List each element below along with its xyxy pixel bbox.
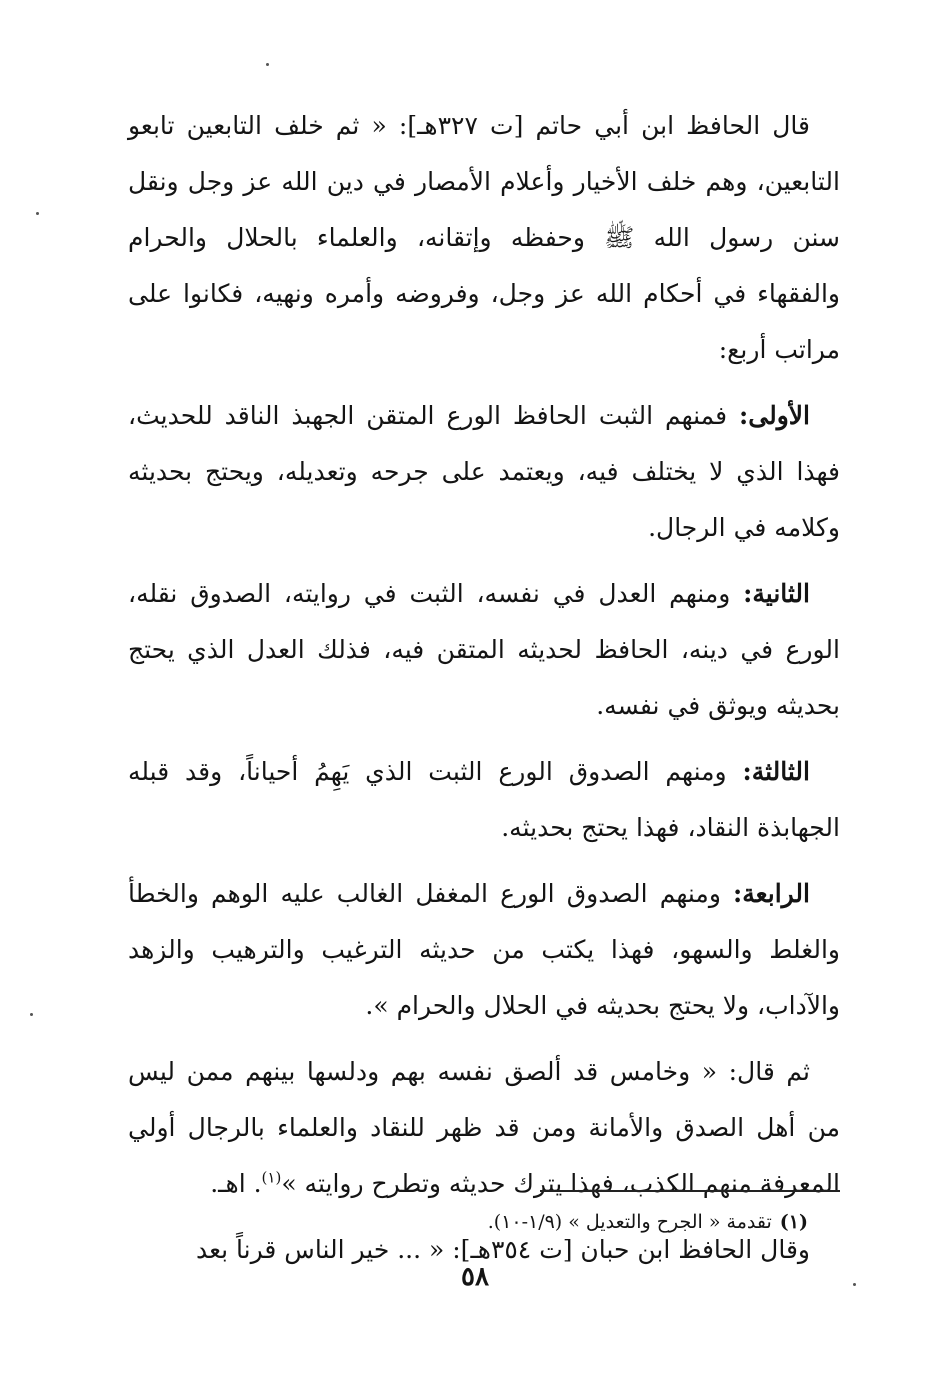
footnote-divider	[540, 1190, 840, 1192]
paragraph-text: ومنهم الصدوق الورع الثبت الذي يَهِمُ أحياناً، وقد قبله الجهابذة النقاد، فهذا يحتج بحديثه.	[128, 757, 840, 842]
paragraph-lead: الأولى:	[739, 401, 810, 430]
paragraph-text: قال الحافظ ابن أبي حاتم [ت ٣٢٧هـ]: « ثم خلف التابعين تابعو التابعين، وهم خلف الأخيار وأعلام الأمصار في دين الله عز وجل ونقل سنن رسول الله ﷺ وحفظه وإتقانه، والعلماء بالحلال والحرام والفقهاء في أحكام الله عز وجل، وفروضه وأمره ونهيه، فكانوا على مراتب أربع:	[128, 111, 840, 364]
footnote-reference[interactable]: (١)	[261, 1168, 282, 1187]
footnote	[128, 1204, 808, 1240]
scan-speck	[266, 63, 269, 66]
footnote-mark: (١)	[779, 1211, 808, 1233]
paragraph-lead: الرابعة:	[733, 879, 810, 908]
paragraph-text: ومنهم الصدوق الورع المغفل الغالب عليه الوهم والخطأ والغلط والسهو، فهذا يكتب من حديثه الترغيب والترهيب والزهد والآداب، ولا يحتج بحديثه في الحلال والحرام ».	[128, 879, 840, 1020]
paragraph-lead: الثانية:	[743, 579, 810, 608]
main-text	[128, 98, 840, 1288]
paragraph-tail: . اهـ.	[210, 1169, 262, 1198]
paragraph-text: فمنهم الثبت الحافظ الورع المتقن الجهبذ الناقد للحديث، فهذا الذي لا يختلف فيه، ويعتمد على جرحه وتعديله، ويحتج بحديثه وكلامه في الرجال.	[128, 401, 840, 542]
scan-speck	[30, 1013, 33, 1016]
paragraph-third-rank	[128, 744, 840, 856]
footnote-text: تقدمة « الجرح والتعديل » (١/٩-١٠).	[487, 1211, 772, 1233]
paragraph-fifth-category	[128, 1044, 840, 1212]
paragraph-intro	[128, 98, 840, 378]
paragraph-fourth-rank	[128, 866, 840, 1034]
paragraph-lead: الثالثة:	[742, 757, 810, 786]
page-number: ٥٨	[461, 1262, 489, 1292]
paragraph-text: ثم قال: « وخامس قد ألصق نفسه بهم ودلسها بينهم ممن ليس من أهل الصدق والأمانة ومن قد ظهر للنقاد والعلماء بالرجال أولي المعرفة منهم الكذب، فهذا يترك حديثه وتطرح روايته »	[128, 1057, 840, 1198]
paragraph-second-rank	[128, 566, 840, 734]
paragraph-first-rank	[128, 388, 840, 556]
scan-speck	[36, 212, 39, 215]
paragraph-text: ومنهم العدل في نفسه، الثبت في روايته، الصدوق نقله، الورع في دينه، الحافظ لحديثه المتقن فيه، فذلك العدل الذي يحتج بحديثه ويوثق في نفسه.	[128, 579, 840, 720]
paragraph-text: وقال الحافظ ابن حبان [ت ٣٥٤هـ]: « ... خير الناس قرناً بعد	[195, 1235, 810, 1264]
